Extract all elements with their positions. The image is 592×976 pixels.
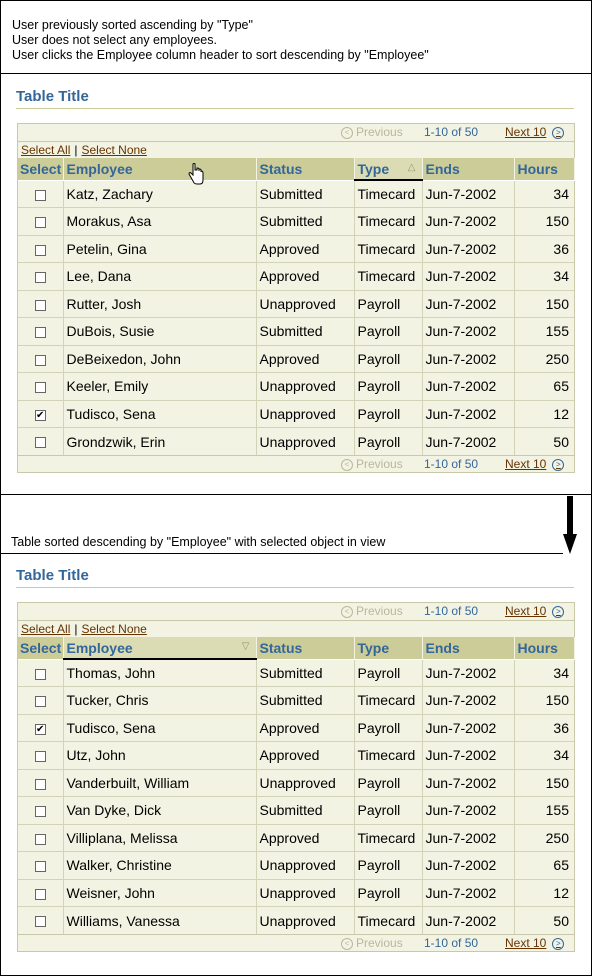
type-cell: Payroll [354,400,422,428]
type-cell: Payroll [354,879,422,907]
ends-cell: Jun-7-2002 [422,428,514,456]
hours-cell: 34 [514,659,574,687]
select-all-link[interactable]: Select All [21,622,71,636]
row-checkbox[interactable] [35,916,46,927]
panel1-title: Table Title [16,88,574,109]
select-cell [18,742,63,770]
column-header-status[interactable] [256,158,354,180]
circle-right-arrow-icon: > [552,459,564,471]
status-cell: Approved [256,263,354,291]
row-checkbox[interactable] [35,300,46,311]
ends-cell: Jun-7-2002 [422,400,514,428]
hours-cell: 36 [514,714,574,742]
select-cell [18,345,63,373]
header-row [18,637,574,659]
top-caption [12,18,429,63]
employee-cell: DeBeixedon, John [63,345,256,373]
type-cell: Payroll [354,852,422,880]
row-checkbox[interactable] [35,382,46,393]
table-row [18,659,574,687]
previous-link[interactable] [341,935,403,952]
separator: | [74,622,78,636]
row-checkbox[interactable] [35,327,46,338]
status-cell: Submitted [256,687,354,715]
panel2-table [17,602,575,952]
row-checkbox[interactable] [35,696,46,707]
select-cell [18,769,63,797]
table-row [18,318,574,346]
column-label: Type [357,639,390,656]
column-header-employee[interactable] [63,158,256,180]
range-select[interactable]: 1-10 of 50 [424,457,479,471]
caption-line-3: User clicks the Employee column header to sort descending by "Employee" [12,48,429,62]
employee-cell: Vanderbuilt, William [63,769,256,797]
hours-cell: 50 [514,428,574,456]
employee-cell: Thomas, John [63,659,256,687]
column-header-hours[interactable] [514,637,574,659]
type-cell: Payroll [354,428,422,456]
hours-cell: 155 [514,797,574,825]
ends-cell: Jun-7-2002 [422,769,514,797]
select-cell [18,208,63,236]
next-label: Next 10 [505,125,547,139]
ends-cell: Jun-7-2002 [422,879,514,907]
select-none-link[interactable]: Select None [81,143,147,157]
row-checkbox[interactable] [35,806,46,817]
table-row [18,290,574,318]
row-checkbox[interactable] [35,272,46,283]
ends-cell: Jun-7-2002 [422,852,514,880]
circle-left-arrow-icon: < [341,606,353,618]
hand-pointer-icon [188,163,204,188]
type-cell: Payroll [354,318,422,346]
header-row [18,158,574,180]
type-cell: Timecard [354,907,422,935]
row-checkbox[interactable] [35,834,46,845]
select-cell [18,400,63,428]
ends-cell: Jun-7-2002 [422,687,514,715]
type-cell: Timecard [354,208,422,236]
panel1-table [17,123,575,473]
pagination-nav [18,934,574,951]
data-table [18,637,575,934]
column-label: Type [357,160,390,177]
hours-cell: 150 [514,769,574,797]
selection-bar [18,620,574,637]
ends-cell: Jun-7-2002 [422,290,514,318]
select-cell [18,797,63,825]
caption-line-2: User does not select any employees. [12,33,217,47]
ends-cell: Jun-7-2002 [422,373,514,401]
column-header-type[interactable] [354,637,422,659]
data-table [18,158,575,455]
column-label: Ends [425,160,460,177]
ends-cell: Jun-7-2002 [422,824,514,852]
employee-cell: Williams, Vanessa [63,907,256,935]
select-cell [18,263,63,291]
previous-label: Previous [356,457,403,471]
hours-cell: 12 [514,879,574,907]
employee-cell: Tucker, Chris [63,687,256,715]
table-row [18,687,574,715]
hours-cell: 34 [514,263,574,291]
table-row [18,180,574,208]
status-cell: Approved [256,345,354,373]
down-arrow-icon [563,496,577,556]
table-row [18,373,574,401]
status-cell: Submitted [256,797,354,825]
hours-cell: 36 [514,235,574,263]
employee-cell: Walker, Christine [63,852,256,880]
row-checkbox[interactable] [35,217,46,228]
circle-right-arrow-icon: > [552,938,564,950]
row-checkbox[interactable]: ✔ [36,723,45,735]
caption-line-1: User previously sorted ascending by "Type" [12,18,253,32]
hours-cell: 65 [514,852,574,880]
column-label: Status [259,160,303,177]
row-checkbox[interactable] [35,190,46,201]
type-cell: Timecard [354,824,422,852]
employee-cell: DuBois, Susie [63,318,256,346]
row-checkbox[interactable] [35,437,46,448]
selection-bar [18,141,574,158]
ends-cell: Jun-7-2002 [422,208,514,236]
column-label: Employee [66,639,133,656]
column-header-employee[interactable] [63,637,256,659]
employee-cell: Morakus, Asa [63,208,256,236]
status-cell: Approved [256,235,354,263]
row-checkbox[interactable]: ✔ [36,409,45,421]
column-label: Hours [517,160,558,177]
bottom-caption: Table sorted descending by "Employee" with selected object in view [11,535,386,549]
sort-ascending-icon: △ [407,162,416,173]
employee-cell: Grondzwik, Erin [63,428,256,456]
divider [0,73,592,74]
status-cell: Unapproved [256,907,354,935]
employee-cell: Katz, Zachary [63,180,256,208]
type-cell: Payroll [354,797,422,825]
hours-cell: 250 [514,824,574,852]
ends-cell: Jun-7-2002 [422,742,514,770]
row-checkbox[interactable] [35,889,46,900]
table-row [18,714,574,742]
type-cell: Payroll [354,290,422,318]
next-label: Next 10 [505,936,547,950]
employee-cell: Petelin, Gina [63,235,256,263]
separator: | [74,143,78,157]
ends-cell: Jun-7-2002 [422,907,514,935]
hours-cell: 150 [514,290,574,318]
table-row [18,263,574,291]
select-cell [18,852,63,880]
type-cell: Timecard [354,235,422,263]
previous-label: Previous [356,936,403,950]
pagination-nav [18,124,574,141]
type-cell: Payroll [354,769,422,797]
status-cell: Submitted [256,208,354,236]
select-none-link[interactable]: Select None [81,622,147,636]
type-cell: Timecard [354,180,422,208]
select-cell [18,180,63,208]
column-label: Select [20,639,62,656]
ends-cell: Jun-7-2002 [422,318,514,346]
table-row [18,345,574,373]
ends-cell: Jun-7-2002 [422,180,514,208]
employee-cell: Tudisco, Sena [63,400,256,428]
range-select[interactable]: 1-10 of 50 [424,604,479,618]
status-cell: Unapproved [256,373,354,401]
previous-link[interactable] [341,603,403,620]
hours-cell: 250 [514,345,574,373]
hours-cell: 34 [514,180,574,208]
select-cell [18,290,63,318]
circle-left-arrow-icon: < [341,938,353,950]
next-link[interactable] [505,124,564,141]
ends-cell: Jun-7-2002 [422,345,514,373]
status-cell: Unapproved [256,769,354,797]
previous-link[interactable] [341,456,403,473]
table-row [18,907,574,935]
select-cell [18,318,63,346]
ends-cell: Jun-7-2002 [422,235,514,263]
column-header-select [18,637,63,659]
hours-cell: 12 [514,400,574,428]
employee-cell: Lee, Dana [63,263,256,291]
table-row [18,208,574,236]
table-row [18,879,574,907]
ends-cell: Jun-7-2002 [422,659,514,687]
type-cell: Timecard [354,263,422,291]
next-link[interactable] [505,603,564,620]
row-checkbox[interactable] [35,751,46,762]
select-cell [18,879,63,907]
select-cell [18,907,63,935]
status-cell: Approved [256,714,354,742]
type-cell: Payroll [354,373,422,401]
status-cell: Approved [256,742,354,770]
select-cell [18,373,63,401]
row-checkbox[interactable] [35,861,46,872]
previous-label: Previous [356,125,403,139]
select-all-link[interactable]: Select All [21,143,71,157]
ends-cell: Jun-7-2002 [422,714,514,742]
circle-left-arrow-icon: < [341,127,353,139]
column-header-type[interactable] [354,158,422,180]
employee-cell: Van Dyke, Dick [63,797,256,825]
divider [0,494,592,495]
ends-cell: Jun-7-2002 [422,263,514,291]
employee-cell: Villiplana, Melissa [63,824,256,852]
employee-cell: Keeler, Emily [63,373,256,401]
status-cell: Unapproved [256,400,354,428]
type-cell: Payroll [354,659,422,687]
table-row [18,428,574,456]
column-label: Ends [425,639,460,656]
range-select[interactable]: 1-10 of 50 [424,125,479,139]
table-row [18,852,574,880]
next-label: Next 10 [505,604,547,618]
type-cell: Timecard [354,742,422,770]
sort-descending-icon: ▽ [241,641,250,652]
employee-cell: Weisner, John [63,879,256,907]
row-checkbox[interactable] [35,779,46,790]
table-row [18,400,574,428]
employee-cell: Tudisco, Sena [63,714,256,742]
table-row [18,235,574,263]
select-cell [18,824,63,852]
table-row [18,742,574,770]
previous-label: Previous [356,604,403,618]
status-cell: Unapproved [256,428,354,456]
column-label: Select [20,160,62,177]
status-cell: Unapproved [256,879,354,907]
type-cell: Timecard [354,687,422,715]
status-cell: Submitted [256,180,354,208]
status-cell: Submitted [256,659,354,687]
hours-cell: 155 [514,318,574,346]
column-label: Hours [517,639,558,656]
hours-cell: 34 [514,742,574,770]
next-label: Next 10 [505,457,547,471]
table-row [18,797,574,825]
hours-cell: 65 [514,373,574,401]
circle-left-arrow-icon: < [341,459,353,471]
employee-cell: Utz, John [63,742,256,770]
range-select[interactable]: 1-10 of 50 [424,936,479,950]
select-cell [18,235,63,263]
previous-link[interactable] [341,124,403,141]
column-header-status[interactable] [256,637,354,659]
next-link[interactable] [505,935,564,952]
hours-cell: 150 [514,208,574,236]
select-cell [18,659,63,687]
circle-right-arrow-icon: > [552,127,564,139]
column-header-select [18,158,63,180]
pagination-nav [18,455,574,472]
hours-cell: 50 [514,907,574,935]
column-header-hours[interactable] [514,158,574,180]
status-cell: Unapproved [256,290,354,318]
select-cell [18,687,63,715]
column-label: Employee [66,160,133,177]
panel2-title: Table Title [16,567,574,588]
column-header-ends[interactable] [422,158,514,180]
select-cell [18,714,63,742]
status-cell: Submitted [256,318,354,346]
row-checkbox[interactable] [35,355,46,366]
column-header-ends[interactable] [422,637,514,659]
circle-right-arrow-icon: > [552,606,564,618]
pagination-nav [18,603,574,620]
type-cell: Payroll [354,714,422,742]
type-cell: Payroll [354,345,422,373]
table-row [18,769,574,797]
table-row [18,824,574,852]
employee-cell: Rutter, Josh [63,290,256,318]
ends-cell: Jun-7-2002 [422,797,514,825]
column-label: Status [259,639,303,656]
select-cell [18,428,63,456]
divider [0,553,563,554]
row-checkbox[interactable] [35,669,46,680]
next-link[interactable] [505,456,564,473]
row-checkbox[interactable] [35,245,46,256]
status-cell: Unapproved [256,852,354,880]
hours-cell: 150 [514,687,574,715]
status-cell: Approved [256,824,354,852]
